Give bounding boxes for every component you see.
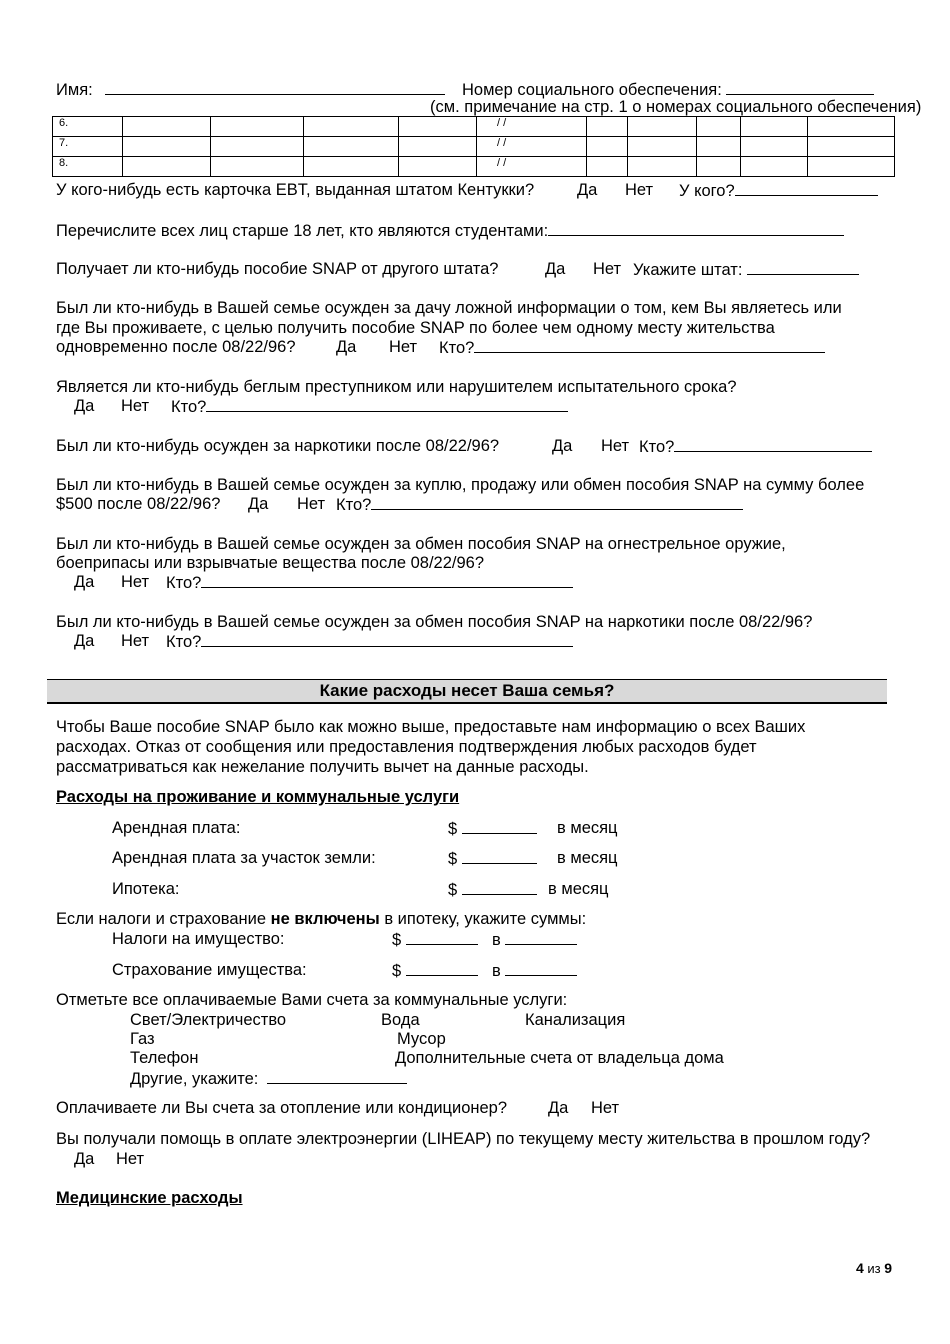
- property-insurance-label: Страхование имущества:: [112, 961, 307, 979]
- utility-phone[interactable]: Телефон: [130, 1049, 199, 1067]
- row-number: 6.: [53, 117, 123, 137]
- household-table: [52, 116, 895, 177]
- utility-gas[interactable]: Газ: [130, 1030, 155, 1048]
- date-cell[interactable]: / /: [477, 137, 587, 157]
- state-label: Укажите штат:: [633, 261, 743, 279]
- property-tax-label: Налоги на имущество:: [112, 930, 285, 948]
- false-info-question-line2: где Вы проживаете, с целью получить пособие SNAP по более чем одному месту жительства: [56, 319, 775, 337]
- rent-label: Арендная плата:: [112, 819, 241, 837]
- dollar-sign: $: [392, 962, 402, 980]
- false-info-yes[interactable]: Да: [336, 338, 357, 356]
- drugs-no[interactable]: Нет: [601, 437, 630, 455]
- fugitive-who-label: Кто?: [171, 398, 207, 416]
- other-state-question: Получает ли кто-нибудь пособие SNAP от другого штата?: [56, 260, 499, 278]
- other-state-yes[interactable]: Да: [545, 260, 566, 278]
- expenses-intro-line2: расходах. Отказ от сообщения или предоставления подтверждения любых расходов будет: [56, 738, 757, 756]
- dollar-sign: $: [448, 850, 458, 868]
- mortgage-label: Ипотека:: [112, 880, 180, 898]
- drugs-who-label: Кто?: [639, 438, 675, 456]
- heating-no[interactable]: Нет: [591, 1099, 620, 1117]
- fugitive-no[interactable]: Нет: [121, 397, 150, 415]
- utility-water[interactable]: Вода: [381, 1011, 420, 1029]
- drugs-yes[interactable]: Да: [552, 437, 573, 455]
- heating-yes[interactable]: Да: [548, 1099, 569, 1117]
- name-label: Имя:: [56, 81, 93, 99]
- drug-trade-question: Был ли кто-нибудь в Вашей семье осужден за обмен пособия SNAP на наркотики после 08/22/96?: [56, 613, 813, 631]
- lot-rent-per-month: в месяц: [557, 849, 618, 867]
- expenses-intro-line3: рассматриваться как нежелание получить вычет на данные расходы.: [56, 758, 589, 776]
- trafficking-who-label: Кто?: [336, 496, 372, 514]
- firearms-question-line2: боеприпасы или взрывчатые вещества после 08/22/96?: [56, 554, 485, 572]
- utility-trash[interactable]: Мусор: [397, 1030, 446, 1048]
- false-info-who-field[interactable]: [439, 337, 825, 358]
- drugs-who-field[interactable]: [639, 436, 872, 457]
- fugitive-who-field[interactable]: [171, 396, 568, 417]
- row-number: 8.: [53, 157, 123, 177]
- trafficking-question-line2: $500 после 08/22/96?: [56, 495, 221, 513]
- state-field[interactable]: [633, 259, 859, 280]
- students-label: Перечислите всех лиц старше 18 лет, кто являются студентами:: [56, 222, 549, 240]
- firearms-who-field[interactable]: [166, 572, 573, 593]
- expenses-intro-line1: Чтобы Ваше пособие SNAP было как можно выше, предоставьте нам информацию о всех Ваших: [56, 718, 806, 736]
- table-row[interactable]: [53, 157, 895, 177]
- mortgage-field[interactable]: [448, 879, 537, 900]
- property-tax-amount-field[interactable]: [392, 929, 478, 950]
- dollar-sign: $: [448, 881, 458, 899]
- page-number: 4 из 9: [856, 1260, 893, 1276]
- rent-per-month: в месяц: [557, 819, 618, 837]
- firearms-no[interactable]: Нет: [121, 573, 150, 591]
- table-row[interactable]: [53, 137, 895, 157]
- utility-sewer[interactable]: Канализация: [525, 1011, 626, 1029]
- drug-trade-yes[interactable]: Да: [74, 632, 95, 650]
- lot-rent-field[interactable]: [448, 848, 537, 869]
- mortgage-per-month: в месяц: [548, 880, 609, 898]
- housing-heading: Расходы на проживание и коммунальные услуги: [56, 788, 460, 806]
- table-row[interactable]: [53, 117, 895, 137]
- liheap-question: Вы получали помощь в оплате электроэнергии (LIHEAP) по текущему месту жительства в прошлом году?: [56, 1130, 871, 1148]
- dollar-sign: $: [392, 931, 402, 949]
- date-cell[interactable]: / /: [477, 117, 587, 137]
- ebt-question: У кого-нибудь есть карточка EBT, выданная штатом Кентукки?: [56, 181, 535, 199]
- medical-heading: Медицинские расходы: [56, 1189, 243, 1207]
- utility-landlord-bills[interactable]: Дополнительные счета от владельца дома: [395, 1049, 724, 1067]
- lot-rent-label: Арендная плата за участок земли:: [112, 849, 376, 867]
- dollar-sign: $: [448, 820, 458, 838]
- ssn-label: Номер социального обеспечения:: [462, 81, 722, 99]
- drugs-question: Был ли кто-нибудь осужден за наркотики после 08/22/96?: [56, 437, 500, 455]
- fugitive-question: Является ли кто-нибудь беглым преступником или нарушителем испытательного срока?: [56, 378, 737, 396]
- row-number: 7.: [53, 137, 123, 157]
- date-cell[interactable]: / /: [477, 157, 587, 177]
- false-info-question-line3: одновременно после 08/22/96?: [56, 338, 296, 356]
- false-info-no[interactable]: Нет: [389, 338, 418, 356]
- false-info-who-label: Кто?: [439, 339, 475, 357]
- rent-field[interactable]: [448, 818, 537, 839]
- drug-trade-no[interactable]: Нет: [121, 632, 150, 650]
- name-field[interactable]: [56, 79, 445, 100]
- other-state-no[interactable]: Нет: [593, 260, 622, 278]
- trafficking-yes[interactable]: Да: [248, 495, 269, 513]
- expenses-section-header: Какие расходы несет Ваша семья?: [47, 679, 887, 704]
- utility-electricity[interactable]: Свет/Электричество: [130, 1011, 287, 1029]
- false-info-question-line1: Был ли кто-нибудь в Вашей семье осужден за дачу ложной информации о том, кем Вы являетесь или: [56, 299, 842, 317]
- ssn-note: (см. примечание на стр. 1 о номерах социального обеспечения): [430, 98, 922, 116]
- firearms-who-label: Кто?: [166, 574, 202, 592]
- trafficking-who-field[interactable]: [336, 494, 743, 515]
- property-tax-period-field[interactable]: в: [492, 929, 577, 950]
- utilities-label: Отметьте все оплачиваемые Вами счета за коммунальные услуги:: [56, 991, 568, 1009]
- ebt-no[interactable]: Нет: [625, 181, 654, 199]
- trafficking-question-line1: Был ли кто-нибудь в Вашей семье осужден за куплю, продажу или обмен пособия SNAP на сумму более: [56, 476, 865, 494]
- drug-trade-who-field[interactable]: [166, 631, 573, 652]
- utility-other-label: Другие, укажите:: [130, 1070, 259, 1088]
- ebt-who-label: У кого?: [679, 182, 735, 200]
- liheap-yes[interactable]: Да: [74, 1150, 95, 1168]
- firearms-yes[interactable]: Да: [74, 573, 95, 591]
- trafficking-no[interactable]: Нет: [297, 495, 326, 513]
- property-insurance-period-field[interactable]: в: [492, 960, 577, 981]
- fugitive-yes[interactable]: Да: [74, 397, 95, 415]
- property-insurance-amount-field[interactable]: [392, 960, 478, 981]
- ebt-yes[interactable]: Да: [577, 181, 598, 199]
- tax-insurance-instructions: Если налоги и страхование не включены в ипотеку, укажите суммы:: [56, 910, 587, 928]
- liheap-no[interactable]: Нет: [116, 1150, 145, 1168]
- utility-other-field[interactable]: [130, 1068, 407, 1089]
- students-field[interactable]: [56, 220, 844, 241]
- ebt-who-field[interactable]: [679, 180, 878, 201]
- firearms-question-line1: Был ли кто-нибудь в Вашей семье осужден за обмен пособия SNAP на огнестрельное оружие,: [56, 535, 786, 553]
- drug-trade-who-label: Кто?: [166, 633, 202, 651]
- heating-question: Оплачиваете ли Вы счета за отопление или кондиционер?: [56, 1099, 508, 1117]
